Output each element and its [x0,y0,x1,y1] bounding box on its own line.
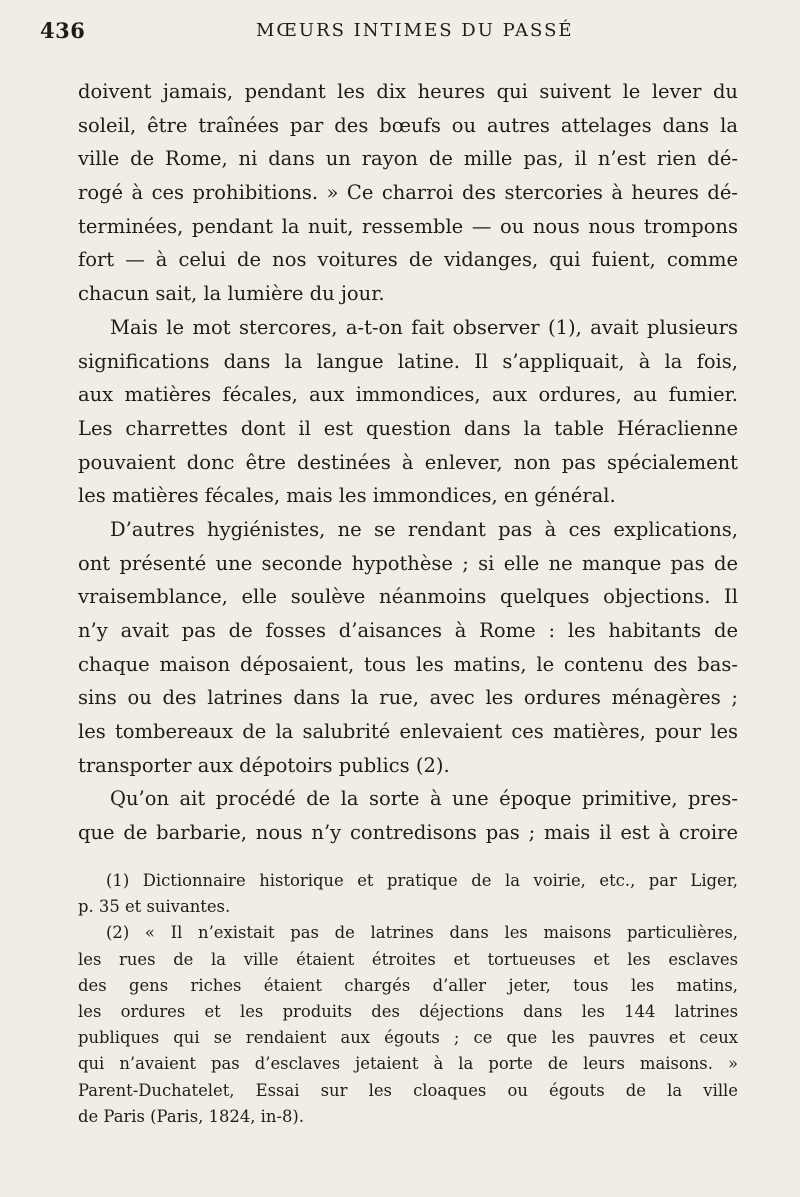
text-line: chaque maison déposaient, tous les matins, le contenu des bas- [78,652,738,676]
footnote-line: des gens riches étaient chargés d’aller jeter, tous les matins, [78,975,738,995]
footnote-line: p. 35 et suivantes. [78,897,231,917]
footnotes [78,868,738,1130]
text-line: fort — à celui de nos voitures de vidanges, qui fuient, comme [78,248,738,272]
footnote-line: les ordures et les produits des déjections dans les 144 latrines [78,1001,738,1021]
text-line: transporter aux dépotoirs publics (2). [78,753,450,777]
footnote-line: (1) Dictionnaire historique et pratique de la voirie, etc., par Liger, [106,871,738,890]
text-line: les tombereaux de la salubrité enlevaient ces matières, pour les [78,720,738,744]
footnote-line: de Paris (Paris, 1824, in-8). [78,1106,305,1126]
running-title: MŒURS INTIMES DU PASSÉ [256,20,574,41]
text-line: doivent jamais, pendant les dix heures qui suivent le lever du [78,80,738,103]
text-line: rogé à ces prohibitions. » Ce charroi des stercories à heures dé- [78,181,738,205]
footnote-line: qui n’avaient pas d’esclaves jetaient à la porte de leurs maisons. » [78,1054,738,1074]
text-line: ont présenté une seconde hypothèse ; si elle ne manque pas de [78,551,738,575]
text-line: vraisemblance, elle soulève néanmoins quelques objections. Il [78,585,738,609]
text-line: Qu’on ait procédé de la sorte à une époque primitive, pres- [110,787,738,811]
text-line: n’y avait pas de fosses d’aisances à Rome : les habitants de [78,619,738,642]
footnote-line: (2) « Il n’existait pas de latrines dans les maisons particulières, [106,923,738,943]
text-line: les matières fécales, mais les immondices, en général. [78,484,616,508]
text-line: aux matières fécales, aux immondices, aux ordures, au fumier. [78,383,738,407]
text-line: Mais le mot stercores, a-t-on fait observer (1), avait plusieurs [110,315,738,339]
footnote-line: les rues de la ville étaient étroites et tortueuses et les esclaves [78,949,738,969]
text-line: soleil, être traînées par des bœufs ou autres attelages dans la [78,113,738,137]
text-line: D’autres hygiénistes, ne se rendant pas à ces explications, [110,517,738,541]
page-number: 436 [40,18,86,43]
text-line: significations dans la langue latine. Il s’appliquait, à la fois, [78,349,738,373]
text-line: sins ou des latrines dans la rue, avec les ordures ménagères ; [78,686,738,710]
text-line: ville de Rome, ni dans un rayon de mille pas, il n’est rien dé- [78,147,738,171]
footnote-line: Parent-Duchatelet, Essai sur les cloaques ou égouts de la ville [78,1080,738,1100]
text-line: chacun sait, la lumière du jour. [78,282,385,306]
footnote-line: publiques qui se rendaient aux égouts ; ce que les pauvres et ceux [78,1028,738,1048]
text-line: Les charrettes dont il est question dans la table Héraclienne [78,416,738,440]
text-line: que de barbarie, nous n’y contredisons pas ; mais il est à croire [78,821,738,845]
running-head [40,14,770,46]
body-text [78,75,738,850]
text-line: terminées, pendant la nuit, ressemble — ou nous nous trompons [78,214,738,238]
text-line: pouvaient donc être destinées à enlever, non pas spécialement [78,450,738,474]
